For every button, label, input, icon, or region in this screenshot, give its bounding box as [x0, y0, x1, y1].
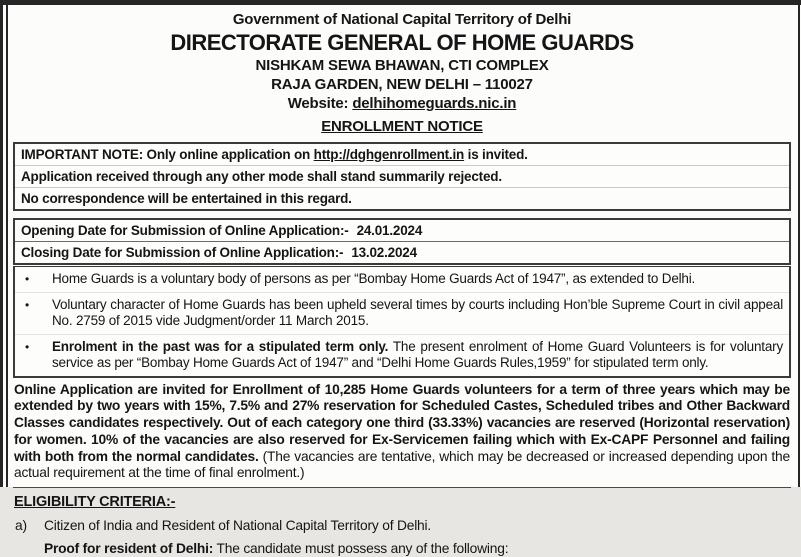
bullet-item-1 [15, 267, 789, 293]
main-paragraph-normal: (The vacancies are tentative, which may be decreased or increased depending upon the actual requirement at the time of final enrolment.) [14, 448, 790, 481]
important-note-suffix: is invited. [464, 146, 528, 162]
bullet-icon: • [25, 339, 30, 354]
opening-date-value: 24.01.2024 [356, 222, 423, 238]
important-note-box [13, 142, 791, 211]
closing-date-value: 13.02.2024 [351, 244, 417, 260]
page-border-left-outer [0, 5, 3, 487]
eligibility-heading: ELIGIBILITY CRITERIA:- [14, 494, 176, 511]
notice-title: ENROLLMENT NOTICE [321, 118, 483, 135]
bullet-text-2: Voluntary character of Home Guards has been upheld several times by courts including Hon’ble Supreme Court in civil appeal No. 2759 of 2015 vide Judgment/order 11 March 2015. [52, 296, 783, 328]
opening-date-row [15, 220, 789, 241]
bullet-points-box [13, 266, 791, 378]
closing-date-row [15, 241, 789, 263]
main-paragraph-bold: Online Application are invited for Enrollment of 10,285 Home Guards volunteers for a term of three years which may be extended by two years with 15%, 7.5% and 27% reservation for Scheduled Castes, Scheduled tribes and Other Backward Classes candidates respectively. Out of each category one third (33.33%) vacancies are reserved (Horizontal reservation) for women. 10% of the vacancies are also reserved for Ex-Servicemen failing which with Ex-CAPF Personnel and failing with both from the normal candidates. [14, 381, 790, 464]
enrollment-url-link[interactable]: http://dghgenrollment.in [313, 146, 465, 162]
bullet-icon: • [25, 297, 30, 312]
address-line-1: NISHKAM SEWA BHAWAN, CTI COMPLEX [255, 57, 549, 74]
page-border-left-inner [6, 5, 8, 487]
proof-normal-part: The candidate must possess any of the following: [213, 541, 509, 557]
website-line [13, 94, 791, 113]
eligibility-item-a-text: Citizen of India and Resident of National Capital Territory of Delhi. [44, 518, 432, 534]
bullet-text-3 [52, 339, 783, 372]
website-label: Website: [287, 95, 353, 112]
government-line: Government of National Capital Territory of Delhi [232, 11, 572, 28]
address-line-2: RAJA GARDEN, NEW DELHI – 110027 [271, 76, 533, 93]
website-link[interactable]: delhihomeguards.nic.in [352, 95, 517, 112]
page-title: DIRECTORATE GENERAL OF HOME GUARDS [170, 30, 634, 55]
application-dates-box [13, 218, 791, 265]
eligibility-item-a [13, 513, 791, 537]
important-note-line-2: Application received through any other mode shall stand summarily rejected. [15, 166, 789, 188]
bullet-item-3 [15, 335, 789, 376]
bullet-icon: • [25, 272, 30, 286]
opening-date-label: Opening Date for Submission of Online Application:- [21, 222, 349, 238]
eligibility-item-a-label: a) [15, 518, 27, 534]
closing-date-label: Closing Date for Submission of Online Application:- [21, 244, 344, 260]
bullet-3-bold-part: Enrolment in the past was for a stipulated term only. [52, 338, 389, 354]
important-note-line-3: No correspondence will be entertained in this regard. [21, 190, 352, 206]
bullet-text-1: Home Guards is a voluntary body of persons as per “Bombay Home Guards Act of 1947”, as extended to Delhi. [52, 271, 696, 286]
main-paragraph [13, 378, 791, 489]
important-note-line-1 [15, 144, 789, 166]
eligibility-section [13, 488, 791, 557]
page-border-right [798, 5, 800, 487]
bullet-item-2 [15, 293, 789, 335]
document-header [13, 5, 791, 136]
important-note-prefix: IMPORTANT NOTE: Only online application on [21, 146, 314, 162]
proof-bold-part: Proof for resident of Delhi: [44, 541, 214, 557]
proof-of-residence-line [13, 537, 791, 557]
bullet-3-normal-part: The present enrolment of Home Guard Volunteers is for voluntary service as per “Bombay Home Guards Act of 1947” and “Delhi Home Guards Rules,1959” for stipulated term only. [52, 338, 783, 370]
